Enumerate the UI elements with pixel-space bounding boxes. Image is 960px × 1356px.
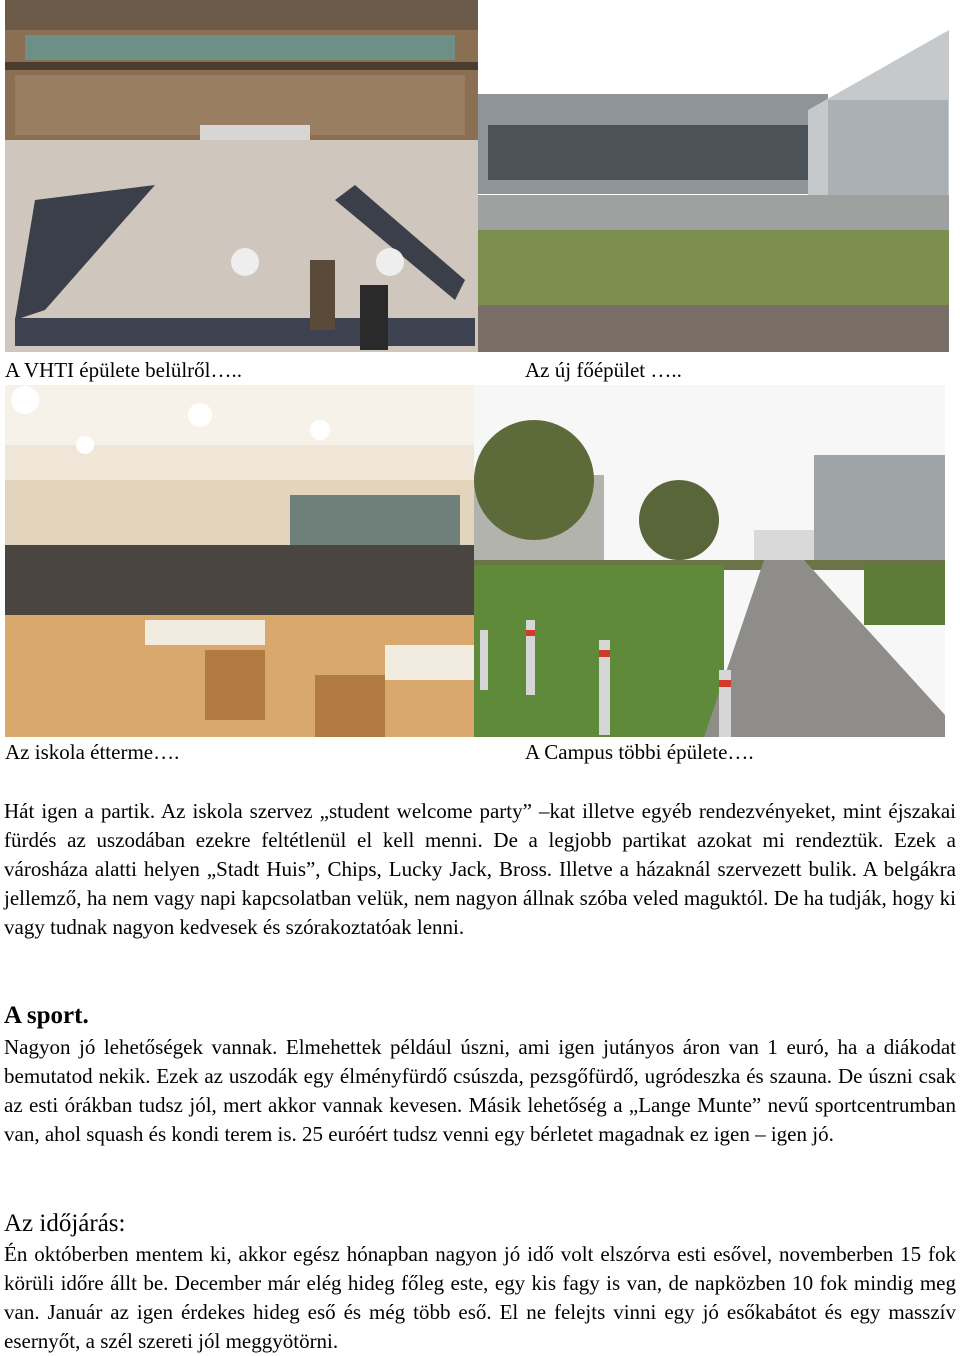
photo-caption-campus: A Campus többi épülete…. [525,740,754,764]
main-building-photo [478,30,949,352]
vhti-interior-photo [5,0,478,352]
photo-caption-cafeteria: Az iskola étterme…. [5,740,180,764]
party-paragraph: Hát igen a partik. Az iskola szervez „student welcome party” –kat illetve egyéb rendezvényeket, mint éjszakai fürdés az uszodában ezekre feltétlenül el kell menni. De a legjobb partikat azokat mi rendeztük. Ezek a városháza alatti helyen „Stadt Huis”, Chips, Lucky Jack, Bross. Illetve a házaknál szervezett bulik. A belgákra jellemző, ha nem vagy napi kapcsolatban velük, nem nagyon állnak szóba veled maguktól. De ha tudják, hogy ki vagy tudnak nagyon kedvesek és szórakoztatóak lenni. [4,799,956,939]
photo-caption-vhti: A VHTI épülete belülről….. [5,358,242,382]
sport-heading: A sport. [4,1002,89,1029]
weather-paragraph: Én októberben mentem ki, akkor egész hónapban nagyon jó idő volt elszórva esti esővel, novemberben 15 fok körüli időre állt be. December már elég hideg főleg este, egy kis fagy is van, de napközben 10 fok mindig meg van. Január az igen érdekes hideg eső és még több eső. El ne felejts vinni egy jó esőkabátot és egy masszív esernyőt, a szél szereti jól meggyötörni. [4,1242,956,1353]
weather-heading: Az időjárás: [4,1210,126,1237]
photo-caption-main-building: Az új főépület ….. [525,358,682,382]
campus-photo [474,385,945,737]
sport-paragraph: Nagyon jó lehetőségek vannak. Elmehettek például úszni, ami igen jutányos áron van 1 euró, ha a diákodat bemutatod nekik. Ezek az uszodák egy élményfürdő csúszda, pezsgőfürdő, ugródeszka és szauna. De úszni csak az esti órákban tudsz jól, mert akkor vannak kevesen. Másik lehetőség a „Lange Munte” nevű sportcentrumban van, ahol squash és kondi terem is. 25 euróért tudsz venni egy bérletet magadnak ez igen – igen jó. [4,1035,956,1146]
cafeteria-photo [5,385,474,737]
